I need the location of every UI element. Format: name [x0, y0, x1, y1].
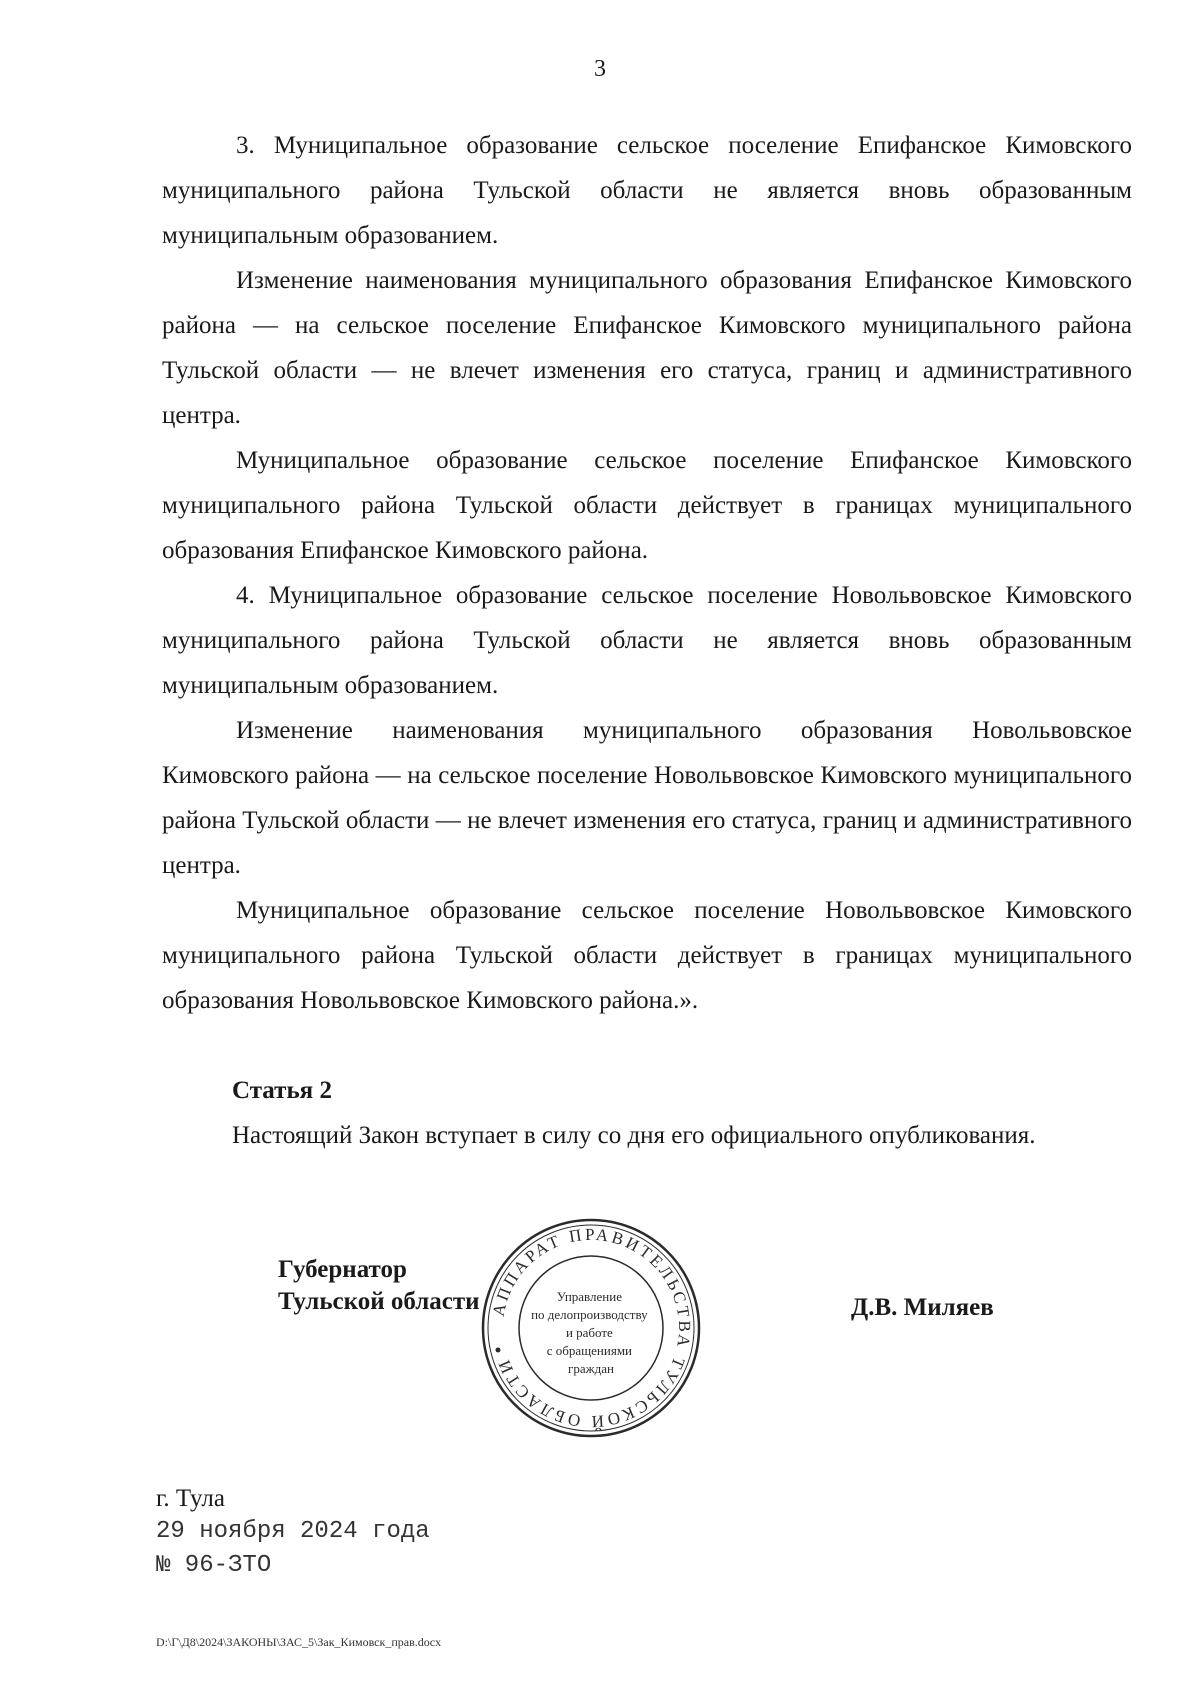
signature-position	[278, 1254, 480, 1318]
signature-position-line2: Тульской области	[278, 1288, 480, 1315]
svg-text:Управление по делопроизвод	[531, 1289, 651, 1376]
paragraph-4-boundaries: Муниципальное образование сельское поселение Новольвовское Кимовского муниципального района Тульской области действует в границах муниципального образования Новольвовское Кимовского района.».	[162, 897, 1132, 1014]
paragraph-3: 3. Муниципальное образование сельское поселение Епифанское Кимовского муниципального района Тульской области не является вновь образованным муниципальным образованием.	[162, 132, 1132, 249]
stamp-dot-icon	[496, 1348, 501, 1353]
signature-position-line1: Губернатор	[278, 1256, 407, 1283]
paragraph-3-boundaries: Муниципальное образование сельское поселение Епифанское Кимовского муниципального района Тульской области действует в границах муниципального образования Епифанское Кимовского района.	[162, 447, 1132, 564]
official-stamp	[478, 1215, 704, 1441]
article-title: Статья 2	[232, 1077, 332, 1104]
place: г. Тула	[156, 1485, 225, 1512]
stamp-line: с обращениями	[546, 1343, 633, 1358]
stamp-line: Управление	[556, 1289, 622, 1304]
paragraph-4-rename: Изменение наименования муниципального образования Новольвовское Кимовского района — на сельское поселение Новольвовское Кимовского муниципального района Тульской области — не влечет изменения его статуса, границ и административного центра.	[162, 717, 1132, 879]
stamp-line: граждан	[568, 1361, 614, 1376]
paragraph-4: 4. Муниципальное образование сельское поселение Новольвовское Кимовского муниципального района Тульской области не является вновь образованным муниципальным образованием.	[162, 582, 1132, 699]
stamp-outer-text: АППАРАТ ПРАВИТЕЛЬСТВА ТУЛЬСКОЙ ОБЛАСТИ	[488, 1224, 695, 1432]
article-2	[232, 1068, 1152, 1158]
law-date: 29 ноября 2024 года	[156, 1518, 430, 1545]
page-number: 3	[594, 56, 606, 82]
place-date-block	[156, 1483, 430, 1583]
paragraph-3-rename: Изменение наименования муниципального образования Епифанское Кимовского района — на сельское поселение Епифанское Кимовского муниципального района Тульской области — не влечет изменения его статуса, границ и административного центра.	[162, 267, 1132, 429]
stamp-line: и работе	[565, 1325, 613, 1340]
law-body	[162, 123, 1132, 1023]
law-number: № 96-ЗТО	[156, 1552, 272, 1579]
article-text: Настоящий Закон вступает в силу со дня его официального опубликования.	[232, 1122, 1036, 1149]
stamp-line: по делопроизводству	[531, 1307, 648, 1322]
file-path: D:\Г\Д8\2024\ЗАКОНЫ\ЗАС_5\Зак_Кимовск_прав.docx	[156, 1635, 442, 1649]
signature-name: Д.В. Миляев	[851, 1294, 994, 1321]
